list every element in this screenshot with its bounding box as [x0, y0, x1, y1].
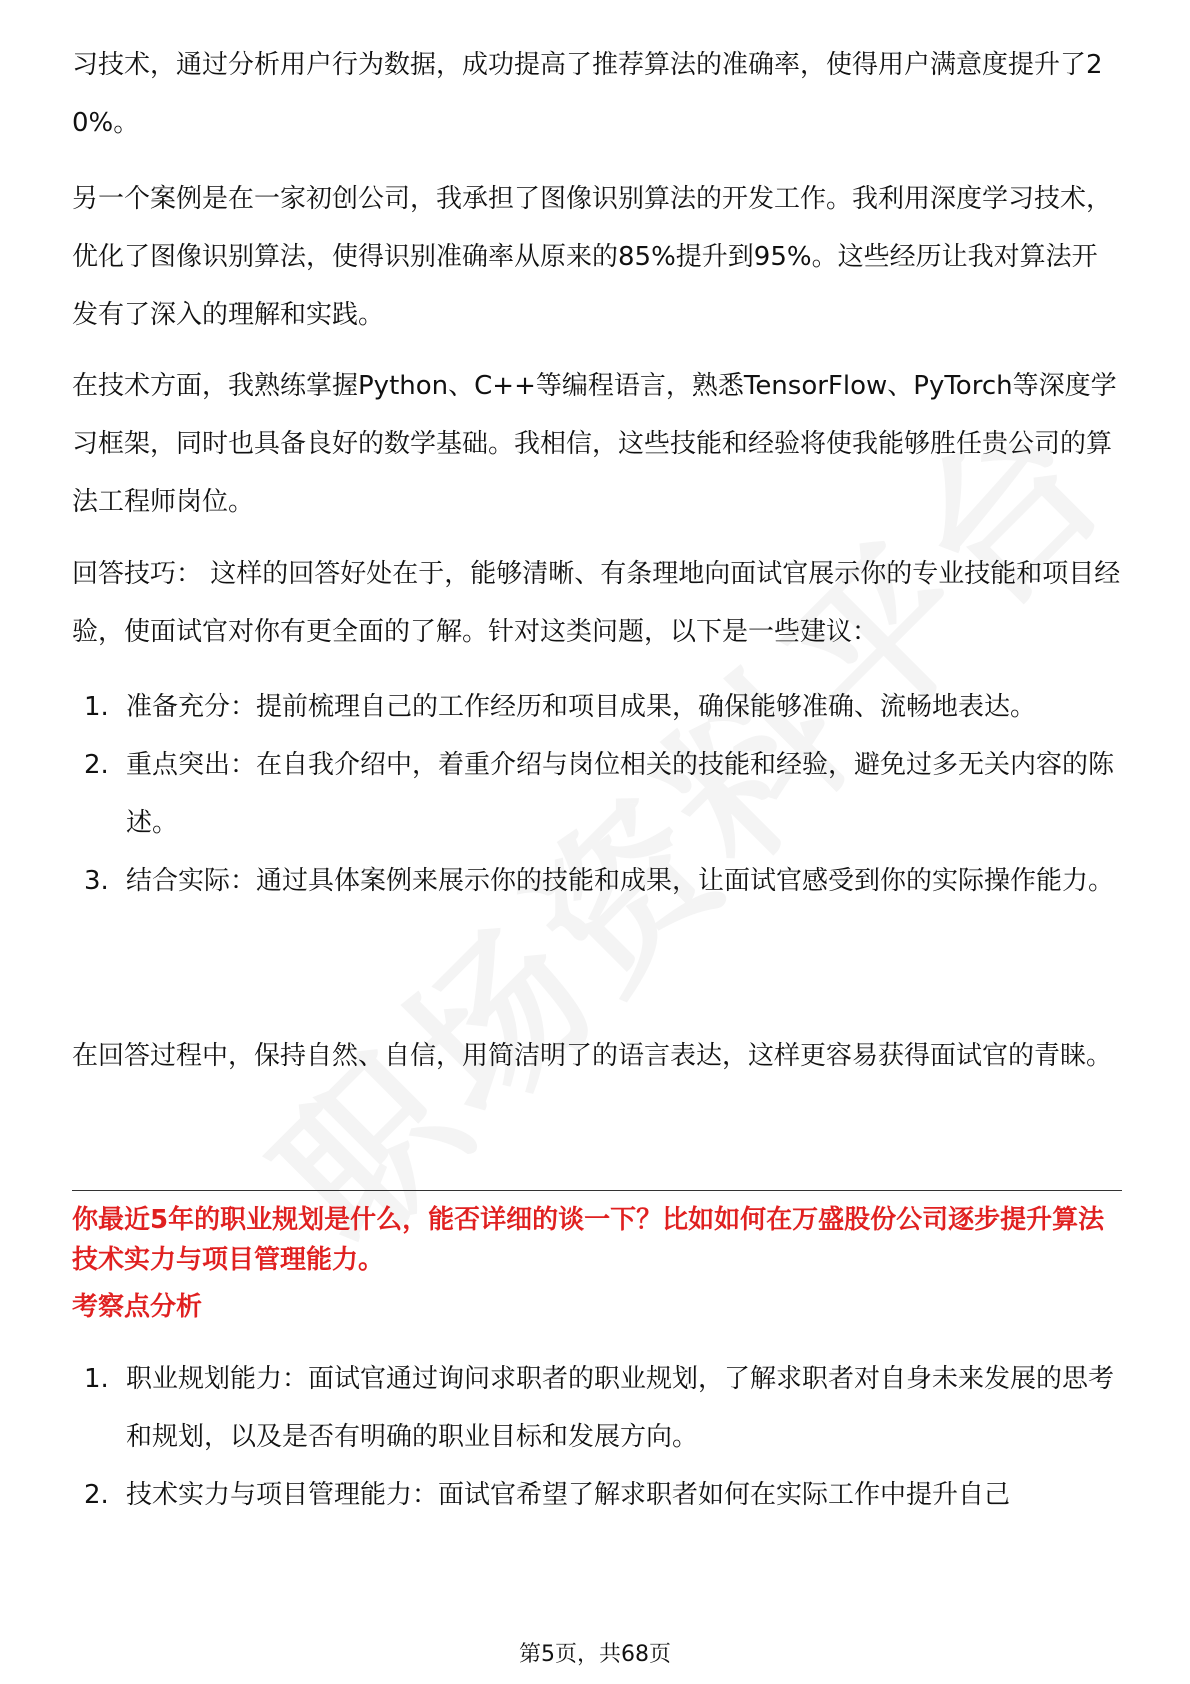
list-item-text: 技术实力与项目管理能力：面试官希望了解求职者如何在实际工作中提升自己 [126, 1480, 1011, 1510]
list-item [72, 1466, 1122, 1524]
list-item [72, 852, 1122, 910]
question-heading: 你最近5年的职业规划是什么，能否详细的谈一下？比如如何在万盛股份公司逐步提升算法技术实力与项目管理能力。 [72, 1205, 1105, 1275]
list-number: 1. [84, 692, 109, 722]
section-divider [72, 1190, 1122, 1191]
paragraph-answer-tips: 回答技巧： 这样的回答好处在于，能够清晰、有条理地向面试官展示你的专业技能和项目经验，使面试官对你有更全面的了解。针对这类问题，以下是一些建议： [72, 559, 1121, 647]
list-item-text: 结合实际：通过具体案例来展示你的技能和成果，让面试官感受到你的实际操作能力。 [126, 866, 1115, 896]
page-footer: 第5页，共68页 [519, 1642, 671, 1667]
list-item [72, 678, 1122, 736]
paragraph-2: 另一个案例是在一家初创公司，我承担了图像识别算法的开发工作。我利用深度学习技术，优化了图像识别算法，使得识别准确率从原来的85%提升到95%。这些经历让我对算法开发有了深入的理解和实践。 [72, 184, 1113, 330]
paragraph-closing: 在回答过程中，保持自然、自信，用简洁明了的语言表达，这样更容易获得面试官的青睐。 [72, 1041, 1113, 1071]
list-item-text: 重点突出：在自我介绍中，着重介绍与岗位相关的技能和经验，避免过多无关内容的陈述。 [126, 750, 1115, 838]
list-number: 1. [84, 1364, 109, 1394]
list-item-text: 职业规划能力：面试官通过询问求职者的职业规划，了解求职者对自身未来发展的思考和规划，以及是否有明确的职业目标和发展方向。 [126, 1364, 1115, 1452]
paragraph-1: 习技术，通过分析用户行为数据，成功提高了推荐算法的准确率，使得用户满意度提升了20%。 [72, 50, 1103, 138]
paragraph-3: 在技术方面，我熟练掌握Python、C++等编程语言，熟悉TensorFlow、PyTorch等深度学习框架，同时也具备良好的数学基础。我相信，这些技能和经验将使我能够胜任贵公司的算法工程师岗位。 [72, 371, 1117, 517]
list-item-text: 准备充分：提前梳理自己的工作经历和项目成果，确保能够准确、流畅地表达。 [126, 692, 1037, 722]
list-number: 2. [84, 1480, 109, 1510]
list-number: 2. [84, 750, 109, 780]
analysis-list [72, 1350, 1122, 1524]
analysis-heading: 考察点分析 [72, 1292, 203, 1322]
list-item [72, 736, 1122, 852]
tips-list [72, 678, 1122, 910]
list-number: 3. [84, 866, 109, 896]
list-item [72, 1350, 1122, 1466]
